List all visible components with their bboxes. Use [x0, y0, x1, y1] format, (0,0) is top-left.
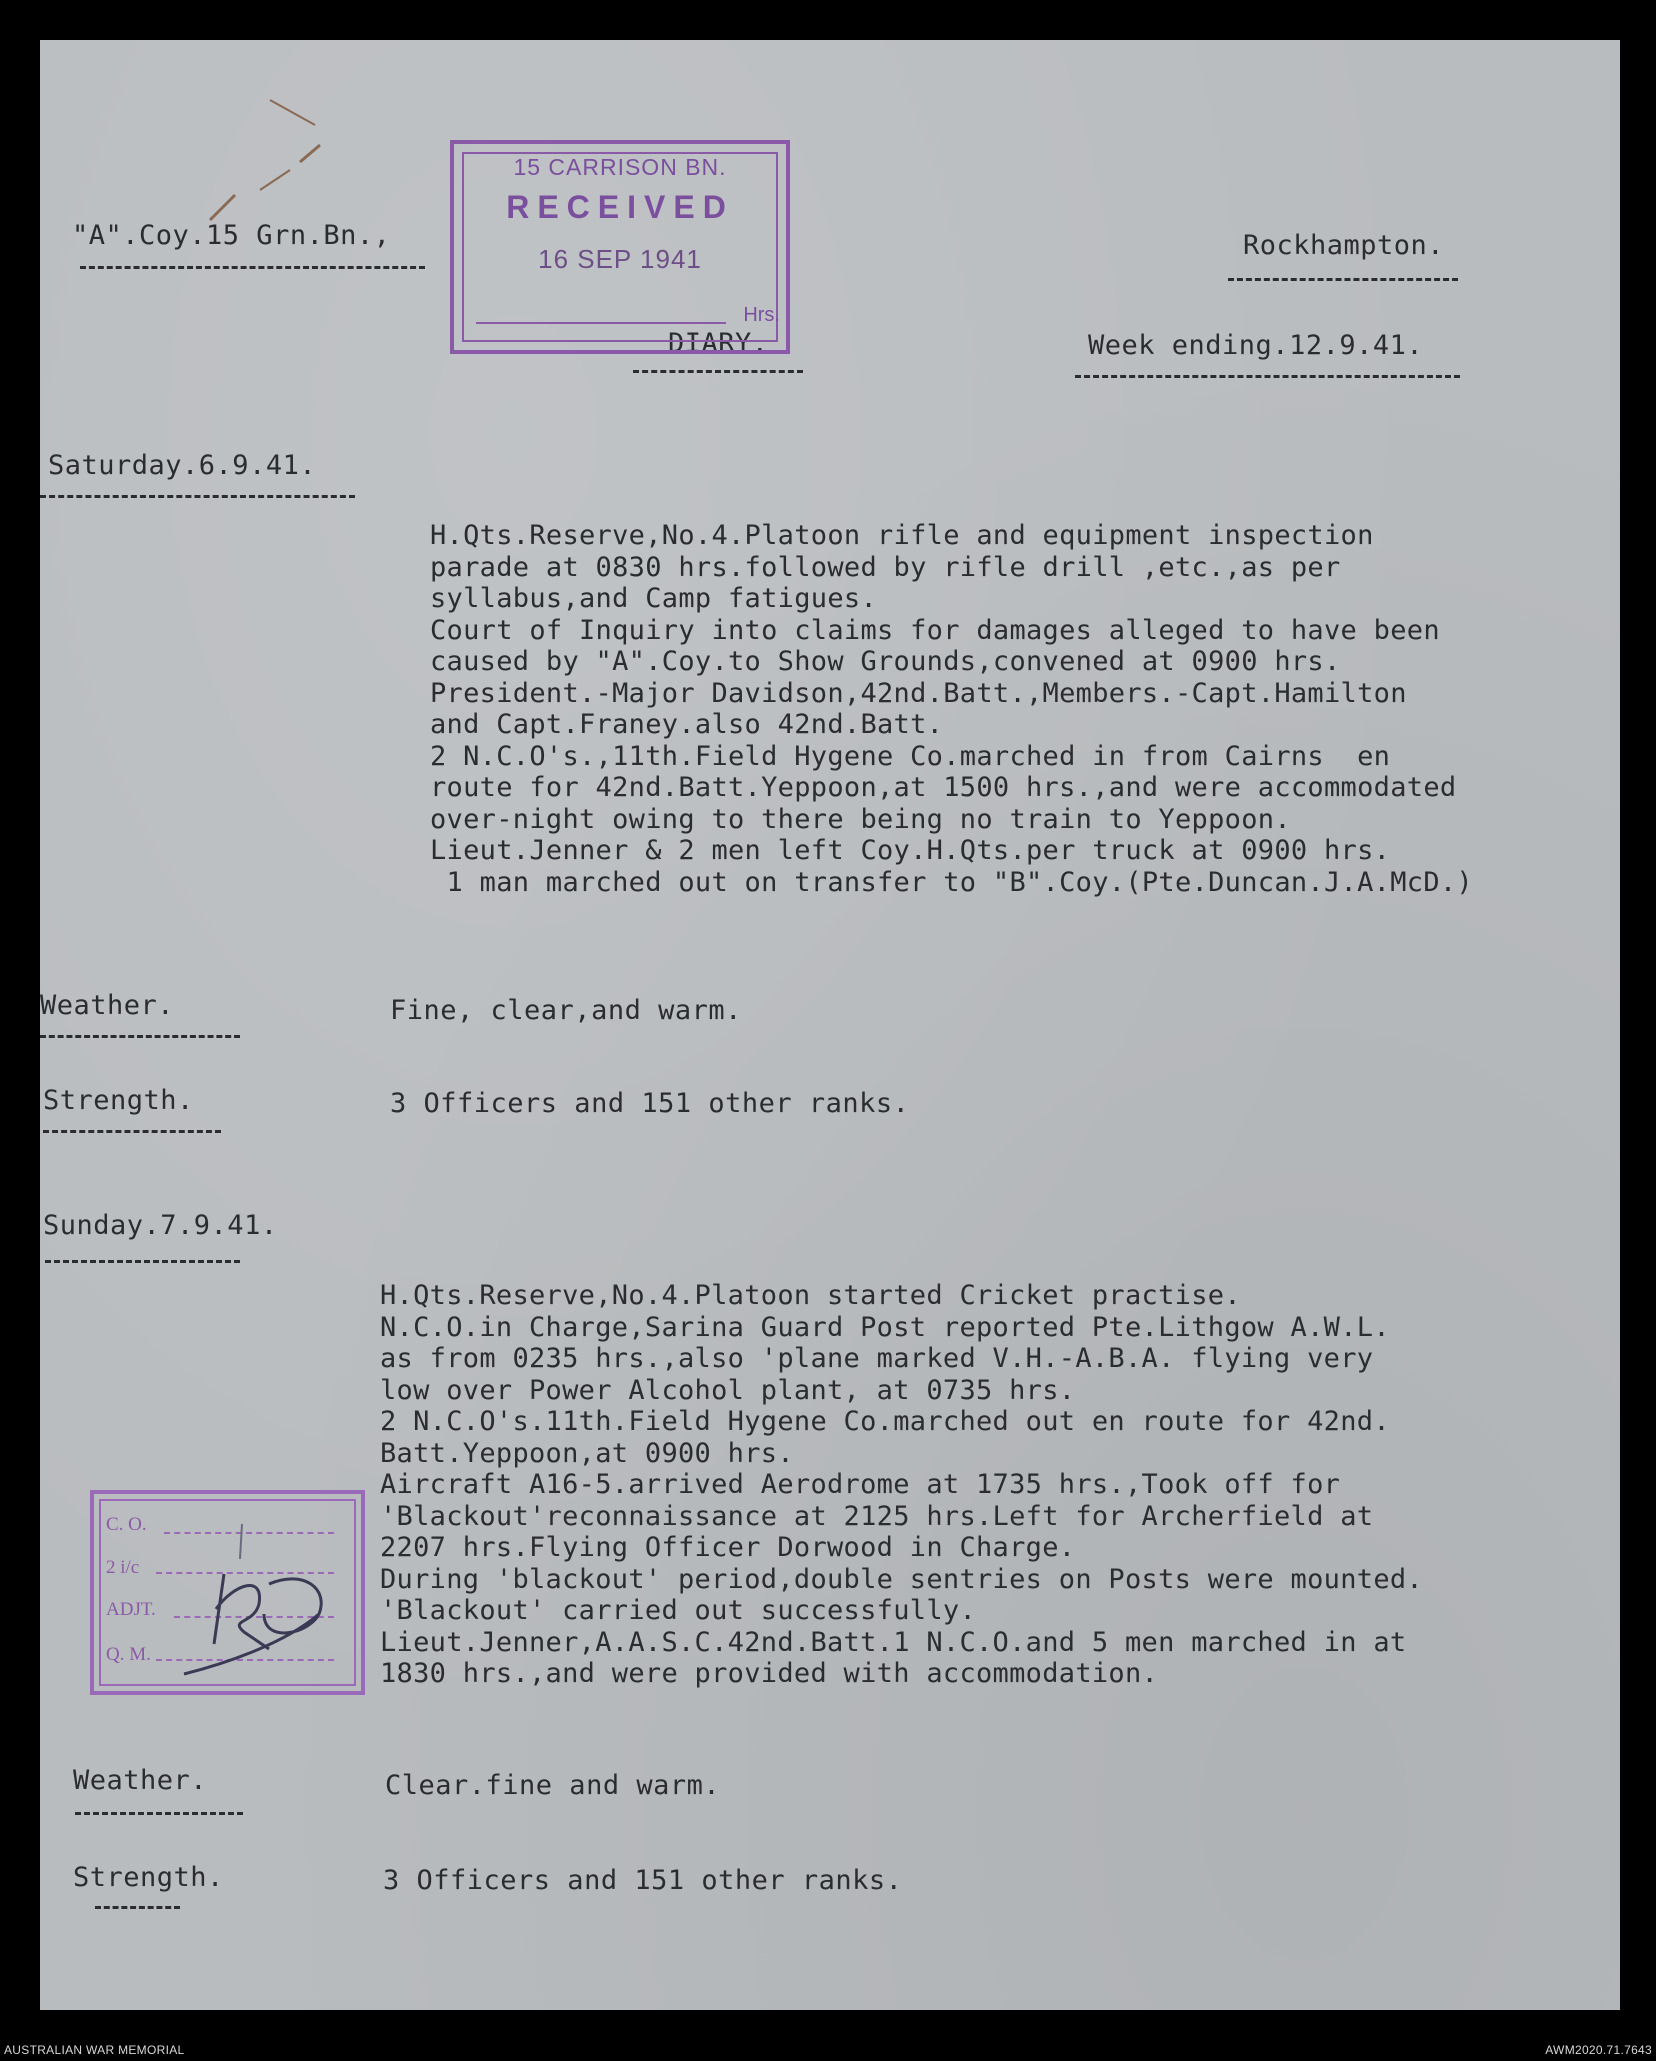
saturday-entry-line: Lieut.Jenner & 2 men left Coy.H.Qts.per truck at 0900 hrs.	[430, 835, 1391, 866]
saturday-entry-line: President.-Major Davidson,42nd.Batt.,Members.-Capt.Hamilton	[430, 677, 1407, 709]
saturday-date: Saturday.6.9.41.	[48, 450, 317, 481]
footer-right: AWM2020.71.7643	[1545, 2043, 1652, 2057]
sunday-weather-label: Weather.	[73, 1765, 208, 1796]
sunday-entry-line: 2 N.C.O's.11th.Field Hygene Co.marched out en route for 42nd.	[380, 1406, 1390, 1437]
saturday-entry-line: syllabus,and Camp fatigues.	[430, 583, 877, 614]
diary-page	[40, 40, 1620, 2010]
week-ending: Week ending.12.9.41.	[1088, 330, 1424, 361]
sunday-entry-line: H.Qts.Reserve,No.4.Platoon started Cricket practise.	[380, 1280, 1241, 1311]
saturday-entry-line: over-night owing to there being no train to Yeppoon.	[430, 803, 1291, 835]
diary-heading: DIARY.	[668, 328, 769, 359]
sunday-weather: Clear.fine and warm.	[385, 1770, 721, 1801]
routing-initials-signature	[154, 1514, 354, 1684]
saturday-entry-line: route for 42nd.Batt.Yeppoon,at 1500 hrs.,and were accommodated	[430, 772, 1457, 803]
saturday-strength-label: Strength.	[43, 1085, 194, 1116]
received-stamp	[450, 140, 790, 354]
sunday-underline	[45, 1260, 240, 1263]
saturday-entry-line: 2 N.C.O's.,11th.Field Hygene Co.marched in from Cairns en	[430, 740, 1391, 772]
sunday-entry-line: 'Blackout'reconnaissance at 2125 hrs.Left for Archerfield at	[380, 1500, 1374, 1532]
received-stamp-unit: 15 CARRISON BN.	[513, 154, 727, 180]
routing-row-co: C. O.	[106, 1514, 147, 1535]
received-stamp-rule	[476, 322, 726, 324]
routing-row-adjt: ADJT.	[106, 1599, 156, 1620]
footer-left: AUSTRALIAN WAR MEMORIAL	[4, 2043, 185, 2057]
saturday-entry-line: caused by "A".Coy.to Show Grounds,convened at 0900 hrs.	[430, 646, 1341, 677]
saturday-entry-line: and Capt.Franey.also 42nd.Batt.	[430, 709, 944, 740]
location-heading: Rockhampton.	[1243, 230, 1445, 261]
saturday-weather: Fine, clear,and warm.	[390, 995, 742, 1026]
received-stamp-date: 16 SEP 1941	[538, 244, 702, 274]
sunday-entries	[380, 1280, 1423, 1690]
sunday-entry-line: 1830 hrs.,and were provided with accommodation.	[380, 1658, 1159, 1689]
location-underline	[1228, 278, 1458, 281]
sunday-entry-line: 2207 hrs.Flying Officer Dorwood in Charge.	[380, 1532, 1076, 1563]
saturday-entry-line: 1 man marched out on transfer to "B".Coy.(Pte.Duncan.J.A.McD.)	[430, 866, 1473, 898]
routing-stamp	[90, 1490, 365, 1695]
sunday-date: Sunday.7.9.41.	[43, 1210, 278, 1241]
routing-row-qm: Q. M.	[106, 1644, 151, 1665]
sunday-entry-line: 'Blackout' carried out successfully.	[380, 1595, 976, 1626]
sunday-entry-line: as from 0235 hrs.,also 'plane marked V.H.-A.B.A. flying very	[380, 1343, 1374, 1374]
saturday-strength-underline	[43, 1130, 221, 1133]
sunday-strength: 3 Officers and 151 other ranks.	[383, 1865, 903, 1896]
sunday-entry-line: During 'blackout' period,double sentries on Posts were mounted.	[380, 1563, 1423, 1595]
week-underline	[1075, 375, 1460, 378]
diary-underline	[633, 370, 803, 373]
sunday-entry-line: Lieut.Jenner,A.A.S.C.42nd.Batt.1 N.C.O.and 5 men marched in at	[380, 1626, 1407, 1658]
sunday-weather-underline	[75, 1812, 243, 1815]
sunday-entry-line: Aircraft A16-5.arrived Aerodrome at 1735 hrs.,Took off for	[380, 1469, 1341, 1500]
saturday-weather-underline	[40, 1035, 240, 1038]
saturday-underline	[40, 495, 355, 498]
saturday-entry-line: Court of Inquiry into claims for damages alleged to have been	[430, 614, 1440, 646]
saturday-weather-label: Weather.	[40, 990, 175, 1021]
unit-heading: "A".Coy.15 Grn.Bn.,	[72, 220, 391, 251]
sunday-entry-line: Batt.Yeppoon,at 0900 hrs.	[380, 1437, 794, 1469]
sunday-strength-underline	[95, 1906, 180, 1909]
sunday-strength-label: Strength.	[73, 1862, 224, 1893]
sunday-entry-line: N.C.O.in Charge,Sarina Guard Post reported Pte.Lithgow A.W.L.	[380, 1311, 1390, 1343]
sunday-entry-line: low over Power Alcohol plant, at 0735 hrs.	[380, 1374, 1076, 1406]
received-stamp-word: RECEIVED	[506, 189, 734, 225]
saturday-entry-line: parade at 0830 hrs.followed by rifle drill ,etc.,as per	[430, 551, 1341, 583]
saturday-entry-line: H.Qts.Reserve,No.4.Platoon rifle and equipment inspection	[430, 520, 1374, 551]
saturday-strength: 3 Officers and 151 other ranks.	[390, 1088, 910, 1119]
saturday-entries	[430, 520, 1473, 898]
received-stamp-hrs: Hrs.	[743, 304, 780, 326]
routing-row-2ic: 2 i/c	[106, 1557, 140, 1578]
unit-underline	[80, 266, 425, 269]
